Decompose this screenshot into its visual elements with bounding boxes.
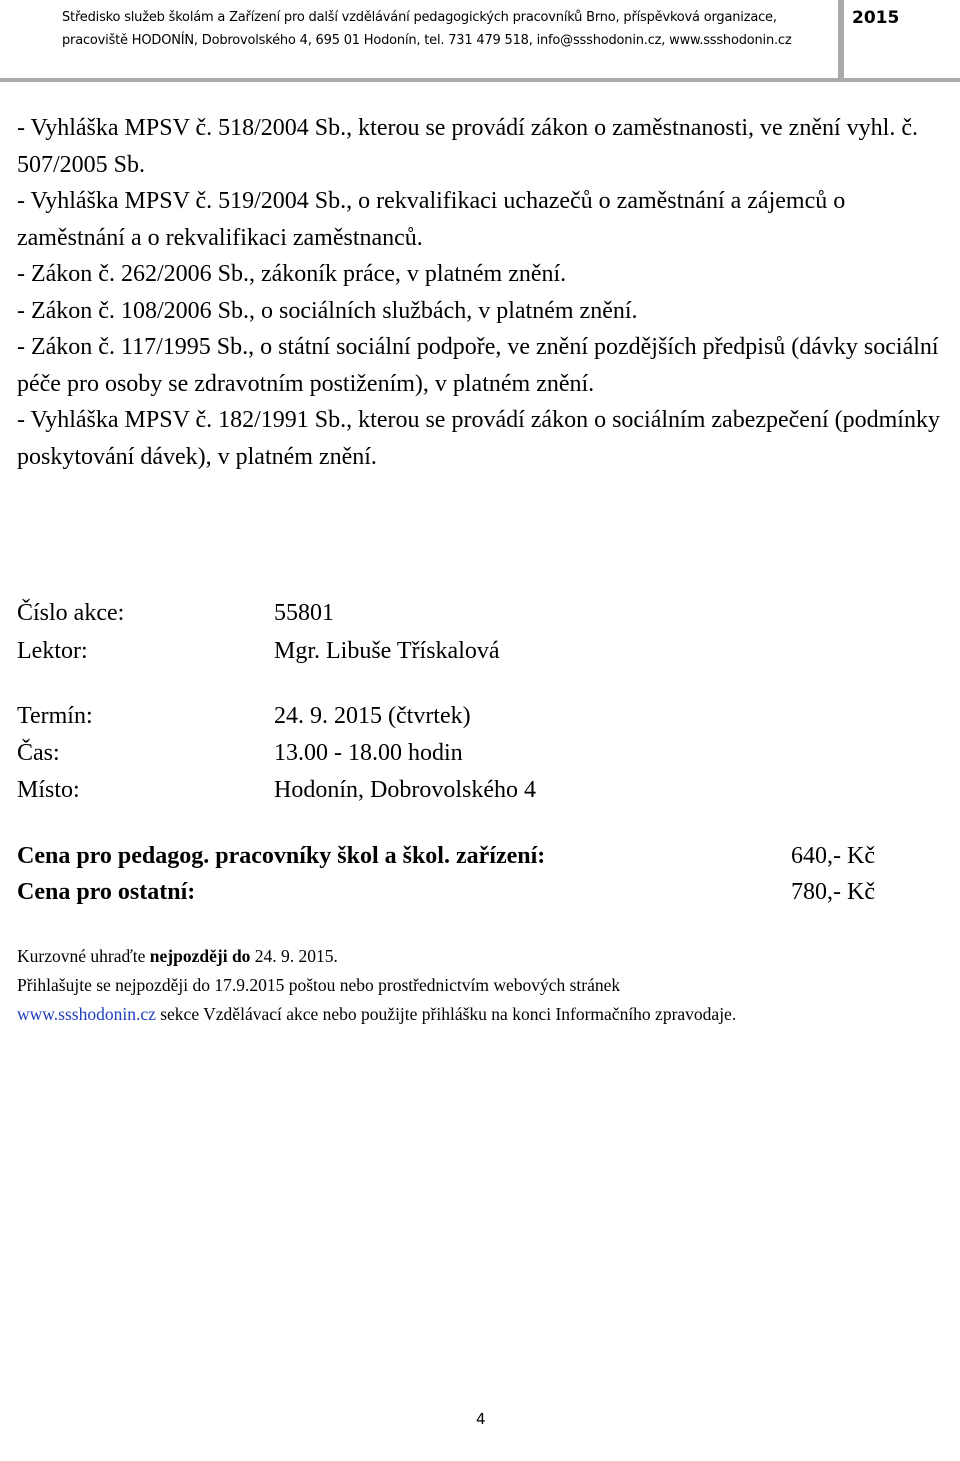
place-label: Místo: [17, 777, 80, 803]
date-label: Termín: [17, 703, 93, 729]
law-item: - Vyhláška MPSV č. 519/2004 Sb., o rekvalifikaci uchazečů o zaměstnání a zájemců o zaměstnání a o rekvalifikaci zaměstnanců. [17, 188, 846, 251]
registration-note-suffix: sekce Vzdělávací akce nebo použijte přihlášku na konci Informačního zpravodaje. [155, 1004, 737, 1024]
header-line-2: pracoviště HODONÍN, Dobrovolského 4, 695 01 Hodonín, tel. 731 479 518, info@ssshodonin.cz, www.ssshodonin.cz [62, 33, 792, 48]
price-teachers-label: Cena pro pedagog. pracovníky škol a škol. zařízení: [17, 843, 546, 869]
payment-note-prefix: Kurzovné uhraďte [17, 946, 150, 966]
law-item: - Zákon č. 117/1995 Sb., o státní sociální podpoře, ve znění pozdějších předpisů (dávky sociální péče pro osoby se zdravotním postižením), v platném znění. [17, 334, 939, 397]
time-label: Čas: [17, 740, 60, 766]
header-divider [0, 78, 960, 82]
notes [17, 942, 917, 1029]
website-link[interactable]: www.ssshodonin.cz [17, 1004, 156, 1024]
price-others-value: 780,- Kč [791, 879, 875, 905]
price-others-label: Cena pro ostatní: [17, 879, 196, 905]
price-teachers-value: 640,- Kč [791, 843, 875, 869]
law-item: - Zákon č. 108/2006 Sb., o sociálních službách, v platném znění. [17, 297, 638, 324]
registration-note: Přihlašujte se nejpozději do 17.9.2015 poštou nebo prostřednictvím webových stránek [17, 975, 621, 995]
lecturer-value: Mgr. Libuše Třískalová [274, 638, 500, 664]
header-line-1: Středisko služeb školám a Zařízení pro další vzdělávání pedagogických pracovníků Brno, příspěvková organizace, [62, 10, 777, 25]
law-item: - Vyhláška MPSV č. 182/1991 Sb., kterou se provádí zákon o sociálním zabezpečení (podmínky poskytování dávek), v platném znění. [17, 407, 940, 470]
header-text [62, 6, 842, 52]
law-item: - Vyhláška MPSV č. 518/2004 Sb., kterou se provádí zákon o zaměstnanosti, ve znění vyhl. č. 507/2005 Sb. [17, 115, 918, 178]
header-separator [838, 0, 844, 78]
date-value: 24. 9. 2015 (čtvrtek) [274, 703, 471, 729]
lecturer-label: Lektor: [17, 638, 88, 664]
course-number-label: Číslo akce: [17, 600, 125, 626]
legislation-list [17, 110, 952, 475]
page-header [0, 0, 960, 80]
header-year: 2015 [852, 8, 900, 28]
page-number: 4 [476, 1410, 486, 1428]
time-value: 13.00 - 18.00 hodin [274, 740, 463, 766]
payment-note-bold: nejpozději do [149, 946, 251, 966]
course-number-value: 55801 [274, 600, 334, 626]
payment-note [17, 942, 917, 971]
payment-note-date: 24. 9. 2015. [250, 946, 338, 966]
place-value: Hodonín, Dobrovolského 4 [274, 777, 536, 803]
registration-note-continued [17, 1000, 917, 1029]
law-item: - Zákon č. 262/2006 Sb., zákoník práce, v platném znění. [17, 261, 567, 287]
